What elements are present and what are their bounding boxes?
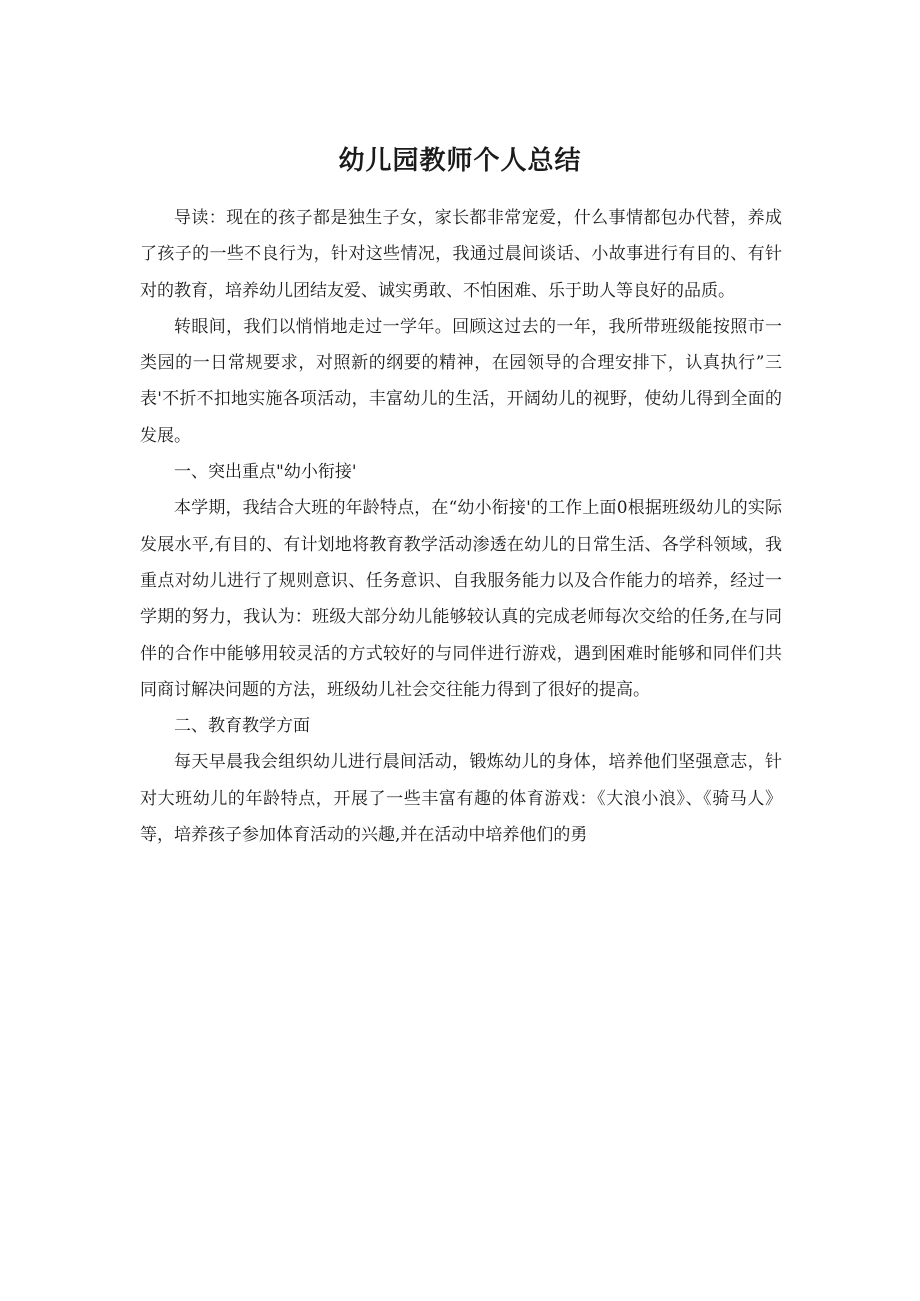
- paragraph-intro: 导读：现在的孩子都是独生子女，家长都非常宠爱，什么事情都包办代替，养成了孩子的一些不良行为，针对这些情况，我通过晨间谈话、小故事进行有目的、有针对的教育，培养幼儿团结友爱、诚实勇敢、不怕困难、乐于助人等良好的品质。: [140, 208, 782, 301]
- paragraph-teaching: 每天早晨我会组织幼儿进行晨间活动，锻炼幼儿的身体，培养他们坚强意志，针对大班幼儿的年龄特点，开展了一些丰富有趣的体育游戏：《大浪小浪》、《骑马人》等，培养孩子参加体育活动的兴趣,并在活动中培养他们的勇: [140, 752, 782, 846]
- section-heading-2: 二、教育教学方面: [174, 716, 310, 737]
- paragraph-review: 转眼间，我们以悄悄地走过一学年。回顾这过去的一年，我所带班级能按照市一类园的一日常规要求，对照新的纲要的精神，在园领导的合理安排下，认真执行”三表'不折不扣地实施各项活动，丰富幼儿的生活，开阔幼儿的视野，使幼儿得到全面的发展。: [140, 316, 782, 446]
- paragraph-transition: 本学期，我结合大班的年龄特点，在“幼小衔接'的工作上面0根据班级幼儿的实际发展水平,有目的、有计划地将教育教学活动渗透在幼儿的日常生活、各学科领域，我重点对幼儿进行了规则意识、任务意识、自我服务能力以及合作能力的培养，经过一学期的努力，我认为：班级大部分幼儿能够较认真的完成老师每次交给的任务,在与同伴的合作中能够用较灵活的方式较好的与同伴进行游戏，遇到困难时能够和同伴们共同商讨解决问题的方法，班级幼儿社会交往能力得到了很好的提高。: [140, 498, 782, 700]
- section-heading-1: 一、突出重点"幼小衔接': [174, 462, 357, 483]
- document-body: [140, 200, 782, 853]
- document-title: 幼儿园教师个人总结: [338, 146, 582, 176]
